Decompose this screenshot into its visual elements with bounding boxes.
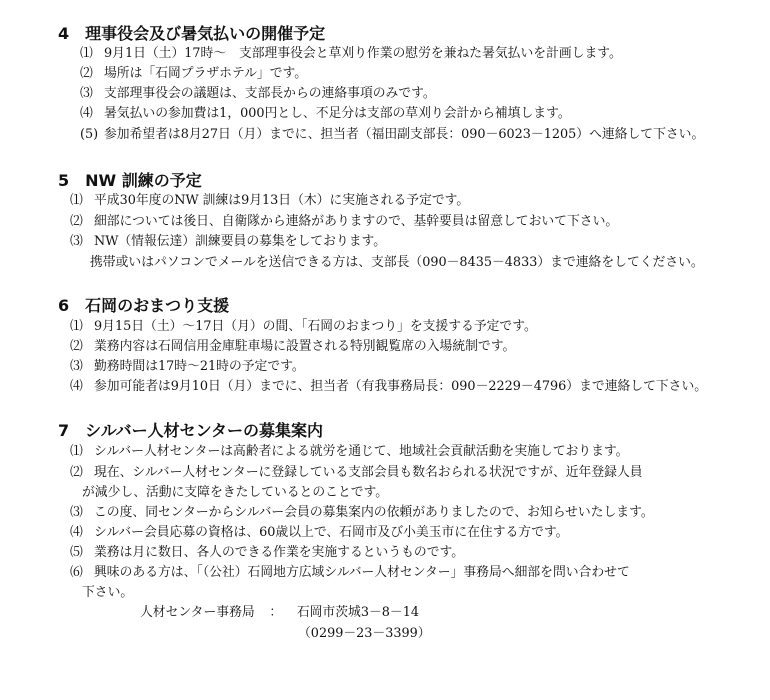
list-item <box>80 45 622 63</box>
item-number: ⑵ <box>70 465 83 480</box>
continuation-text: 下さい。 <box>82 585 134 600</box>
item-number: ⑵ <box>80 66 93 81</box>
item-text: 細部については後日、自衛隊から連絡がありますので、基幹要員は留意しておいて下さい。 <box>94 214 619 229</box>
item-text: シルバー会員応募の資格は、60歳以上で、石岡市及び小美玉市に在住する方です。 <box>94 525 569 540</box>
item-text: この度、同センターからシルバー会員の募集案内の依頼がありましたので、お知らせいたします。 <box>94 505 654 520</box>
item-text: 現在、シルバー人材センターに登録している支部会員も数名おられる状況ですが、近年登録人員 <box>94 465 643 480</box>
list-item <box>70 544 464 562</box>
item-number: ⑵ <box>70 214 83 229</box>
contact-address: 石岡市茨城3－8－14 <box>296 605 419 620</box>
item-number: ⑶ <box>80 86 93 101</box>
item-text: 参加希望者は8月27日（月）までに、担当者（福田副支部長：090－6023－1205）へ連絡して下さい。 <box>104 127 705 142</box>
section-7-heading: 7 シルバー人材センターの募集案内 <box>58 421 323 440</box>
list-item <box>70 464 643 482</box>
contact-separator: ： <box>269 605 283 620</box>
contact-office-label: 人材センター事務局 <box>140 605 255 620</box>
list-item <box>80 126 704 144</box>
list-item <box>70 213 618 231</box>
list-item <box>70 378 707 396</box>
item-number: ⑸ <box>70 545 83 560</box>
item-number: ⑷ <box>70 379 83 394</box>
list-item <box>70 318 537 336</box>
list-item <box>70 192 469 210</box>
list-item <box>70 338 515 356</box>
item-number: ⑴ <box>70 444 83 459</box>
section-4-heading: 4 理事役会及び暑気払いの開催予定 <box>58 24 326 43</box>
item-number: ⑷ <box>80 106 93 121</box>
section-5-heading: 5 NW 訓練の予定 <box>58 171 202 190</box>
item-number: ⑶ <box>70 505 83 520</box>
item-text: 参加可能者は9月10日（月）までに、担当者（有我事務局長：090－2229－4796）まで連絡して下さい。 <box>94 379 708 394</box>
item-number: ⑴ <box>70 319 83 334</box>
item-number: ⑴ <box>70 193 83 208</box>
item-number: ⑶ <box>70 359 83 374</box>
continuation-text: が減少し、活動に支障をきたしているとのことです。 <box>82 485 389 500</box>
list-item <box>70 358 305 376</box>
continuation-text: 携帯或いはパソコンでメールを送信できる方は、支部長（090－8435－4833）まで連絡をしてください。 <box>90 255 704 270</box>
list-item <box>70 504 654 522</box>
list-item <box>70 564 630 582</box>
list-item <box>70 233 386 251</box>
item-text: 場所は「石岡プラザホテル」です。 <box>104 66 308 81</box>
list-item <box>80 65 307 83</box>
item-text: 9月15日（土）～17日（月）の間、「石岡のおまつり」を支援する予定です。 <box>94 319 537 334</box>
item-text: 平成30年度のNW 訓練は9月13日（木）に実施される予定です。 <box>94 193 470 208</box>
item-number: (5) <box>80 127 99 142</box>
item-number: ⑴ <box>80 46 93 61</box>
item-text: 興味のある方は、「（公社）石岡地方広域シルバー人材センター」事務局へ細部を問い合わせて <box>94 565 630 580</box>
item-text: 勤務時間は17時～21時の予定です。 <box>94 359 305 374</box>
contact-office <box>140 604 419 622</box>
list-item <box>80 85 436 103</box>
item-number: ⑹ <box>70 565 83 580</box>
item-text: シルバー人材センターは高齢者による就労を通じて、地域社会貢献活動を実施しております。 <box>94 444 629 459</box>
item-text: 支部理事役会の議題は、支部長からの連絡事項のみです。 <box>104 86 436 101</box>
item-text: 暑気払いの参加費は1，000円とし、不足分は支部の草刈り会計から補填します。 <box>104 106 571 121</box>
list-item <box>80 105 571 123</box>
item-text: 業務は月に数日、各人のできる作業を実施するというものです。 <box>94 545 465 560</box>
item-number: ⑷ <box>70 525 83 540</box>
list-item <box>70 443 628 461</box>
contact-phone: （0299－23－3399） <box>298 626 431 641</box>
item-number: ⑵ <box>70 339 83 354</box>
item-text: NW（情報伝達）訓練要員の募集をしております。 <box>94 234 387 249</box>
item-text: 9月1日（土）17時～ 支部理事役会と草刈り作業の慰労を兼ねた暑気払いを計画します。 <box>104 46 622 61</box>
item-number: ⑶ <box>70 234 83 249</box>
item-text: 業務内容は石岡信用金庫駐車場に設置される特別観覧席の入場統制です。 <box>94 339 516 354</box>
section-6-heading: 6 石岡のおまつり支援 <box>58 296 230 315</box>
list-item <box>70 524 568 542</box>
